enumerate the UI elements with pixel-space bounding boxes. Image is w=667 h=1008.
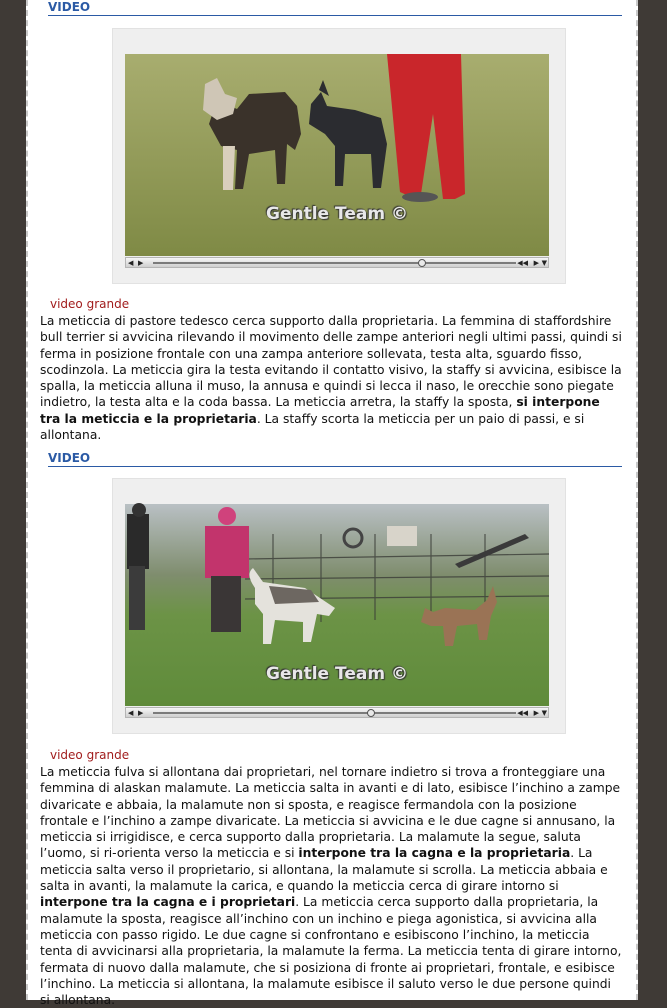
seek-bar[interactable] [153,712,516,714]
page [26,0,638,1008]
description-text: . La staffy scorta la meticcia per un paio di passi, e si allontana. [40,411,585,443]
video-controls[interactable] [125,257,549,268]
description-text: . La meticcia salta verso il proprietario, si allontana, la malamute si scrolla. La meticcia abbaia e salta in avanti, la malamute la carica, e quando la meticcia cerca di girare intorno si [40,846,608,894]
menu-icon[interactable]: ▼ [541,709,547,717]
video-frame-image[interactable] [125,504,549,706]
video-player[interactable] [112,478,566,734]
forward-icon[interactable]: ▶ [533,709,539,717]
video-frame-image[interactable] [125,54,549,256]
emphasized-text: interpone tra la cagna e la proprietaria [298,846,571,861]
menu-icon[interactable]: ▼ [541,259,547,267]
emphasized-text: interpone tra la cagna e i proprietari [40,895,296,910]
description-text: La meticcia di pastore tedesco cerca supporto dalla proprietaria. La femmina di staffordshire bull terrier si avvicina rilevando il movimento delle zampe anteriori negli ultimi passi, quindi si ferma in posizione frontale con una zampa anteriore sollevata, testa alta, sguardo fisso, scodinzola. La meticcia gira la testa evitando il contatto visivo, la staffy si avvicina, esibisce la spalla, la meticcia alluna il muso, la annusa e quindi si lecca il naso, le orecchie sono piegate indietro, la testa alta e la coda bassa. La meticcia arretra, la staffy la sposta, [40,314,622,410]
volume-icon[interactable]: ◀ [128,709,134,717]
play-icon[interactable]: ▶ [138,709,144,717]
emphasized-text: si interpone tra la meticcia e la proprietaria [40,395,600,426]
video-thumbnail-dogs-grass [125,54,549,256]
description-text: . La meticcia cerca supporto dalla proprietaria, la malamute la sposta, reagisce all’inchino con un inchino e piega agonistica, si avvicina alla meticcia con passo rigido. Le due cagne si confrontano e esibiscono l’inchino, la meticcia tenta di avvicinarsi alla proprietaria, la malamute la ferma. La meticcia tenta di girare intorno, fermata di nuovo dalla malamute, che si posiziona di fronte ai proprietari, frontale, e esibisce l’inchino. La meticcia si allontana, la malamute esibisce il saluto verso le due persone quindi si allontana. [40,895,622,1008]
watermark-text: Gentle Team © [266,664,408,684]
watermark-text: Gentle Team © [266,204,408,224]
section-heading: VIDEO [48,451,622,467]
video-description [40,764,624,1008]
video-grande-link[interactable]: video grande [50,748,130,762]
rewind-icon[interactable]: ◀◀ [517,709,528,717]
volume-icon[interactable]: ◀ [128,259,134,267]
seek-bar[interactable] [153,262,516,264]
play-icon[interactable]: ▶ [138,259,144,267]
video-player[interactable] [112,28,566,284]
section-heading: VIDEO [48,0,622,16]
description-text: La meticcia fulva si allontana dai proprietari, nel tornare indietro si trova a fronteggiare una femmina di alaskan malamute. La meticcia salta in avanti e di lato, esibisce l’inchino a zampe divaricate e abbaia, la malamute non si sposta, e reagisce fermandola con la posizione frontale e l’inchino a zampe divaricate. La meticcia si avvicina e le due cagne si annusano, la meticcia si irrigidisce, e cerca supporto dalla proprietaria. La malamute la segue, saluta l’uomo, si ri-orienta verso la meticcia e si [40,765,621,861]
seek-knob[interactable] [418,259,426,267]
video-controls[interactable] [125,707,549,718]
forward-icon[interactable]: ▶ [533,259,539,267]
video-description [40,313,624,443]
seek-knob[interactable] [367,709,375,717]
rewind-icon[interactable]: ◀◀ [517,259,528,267]
video-grande-link[interactable]: video grande [50,297,130,311]
